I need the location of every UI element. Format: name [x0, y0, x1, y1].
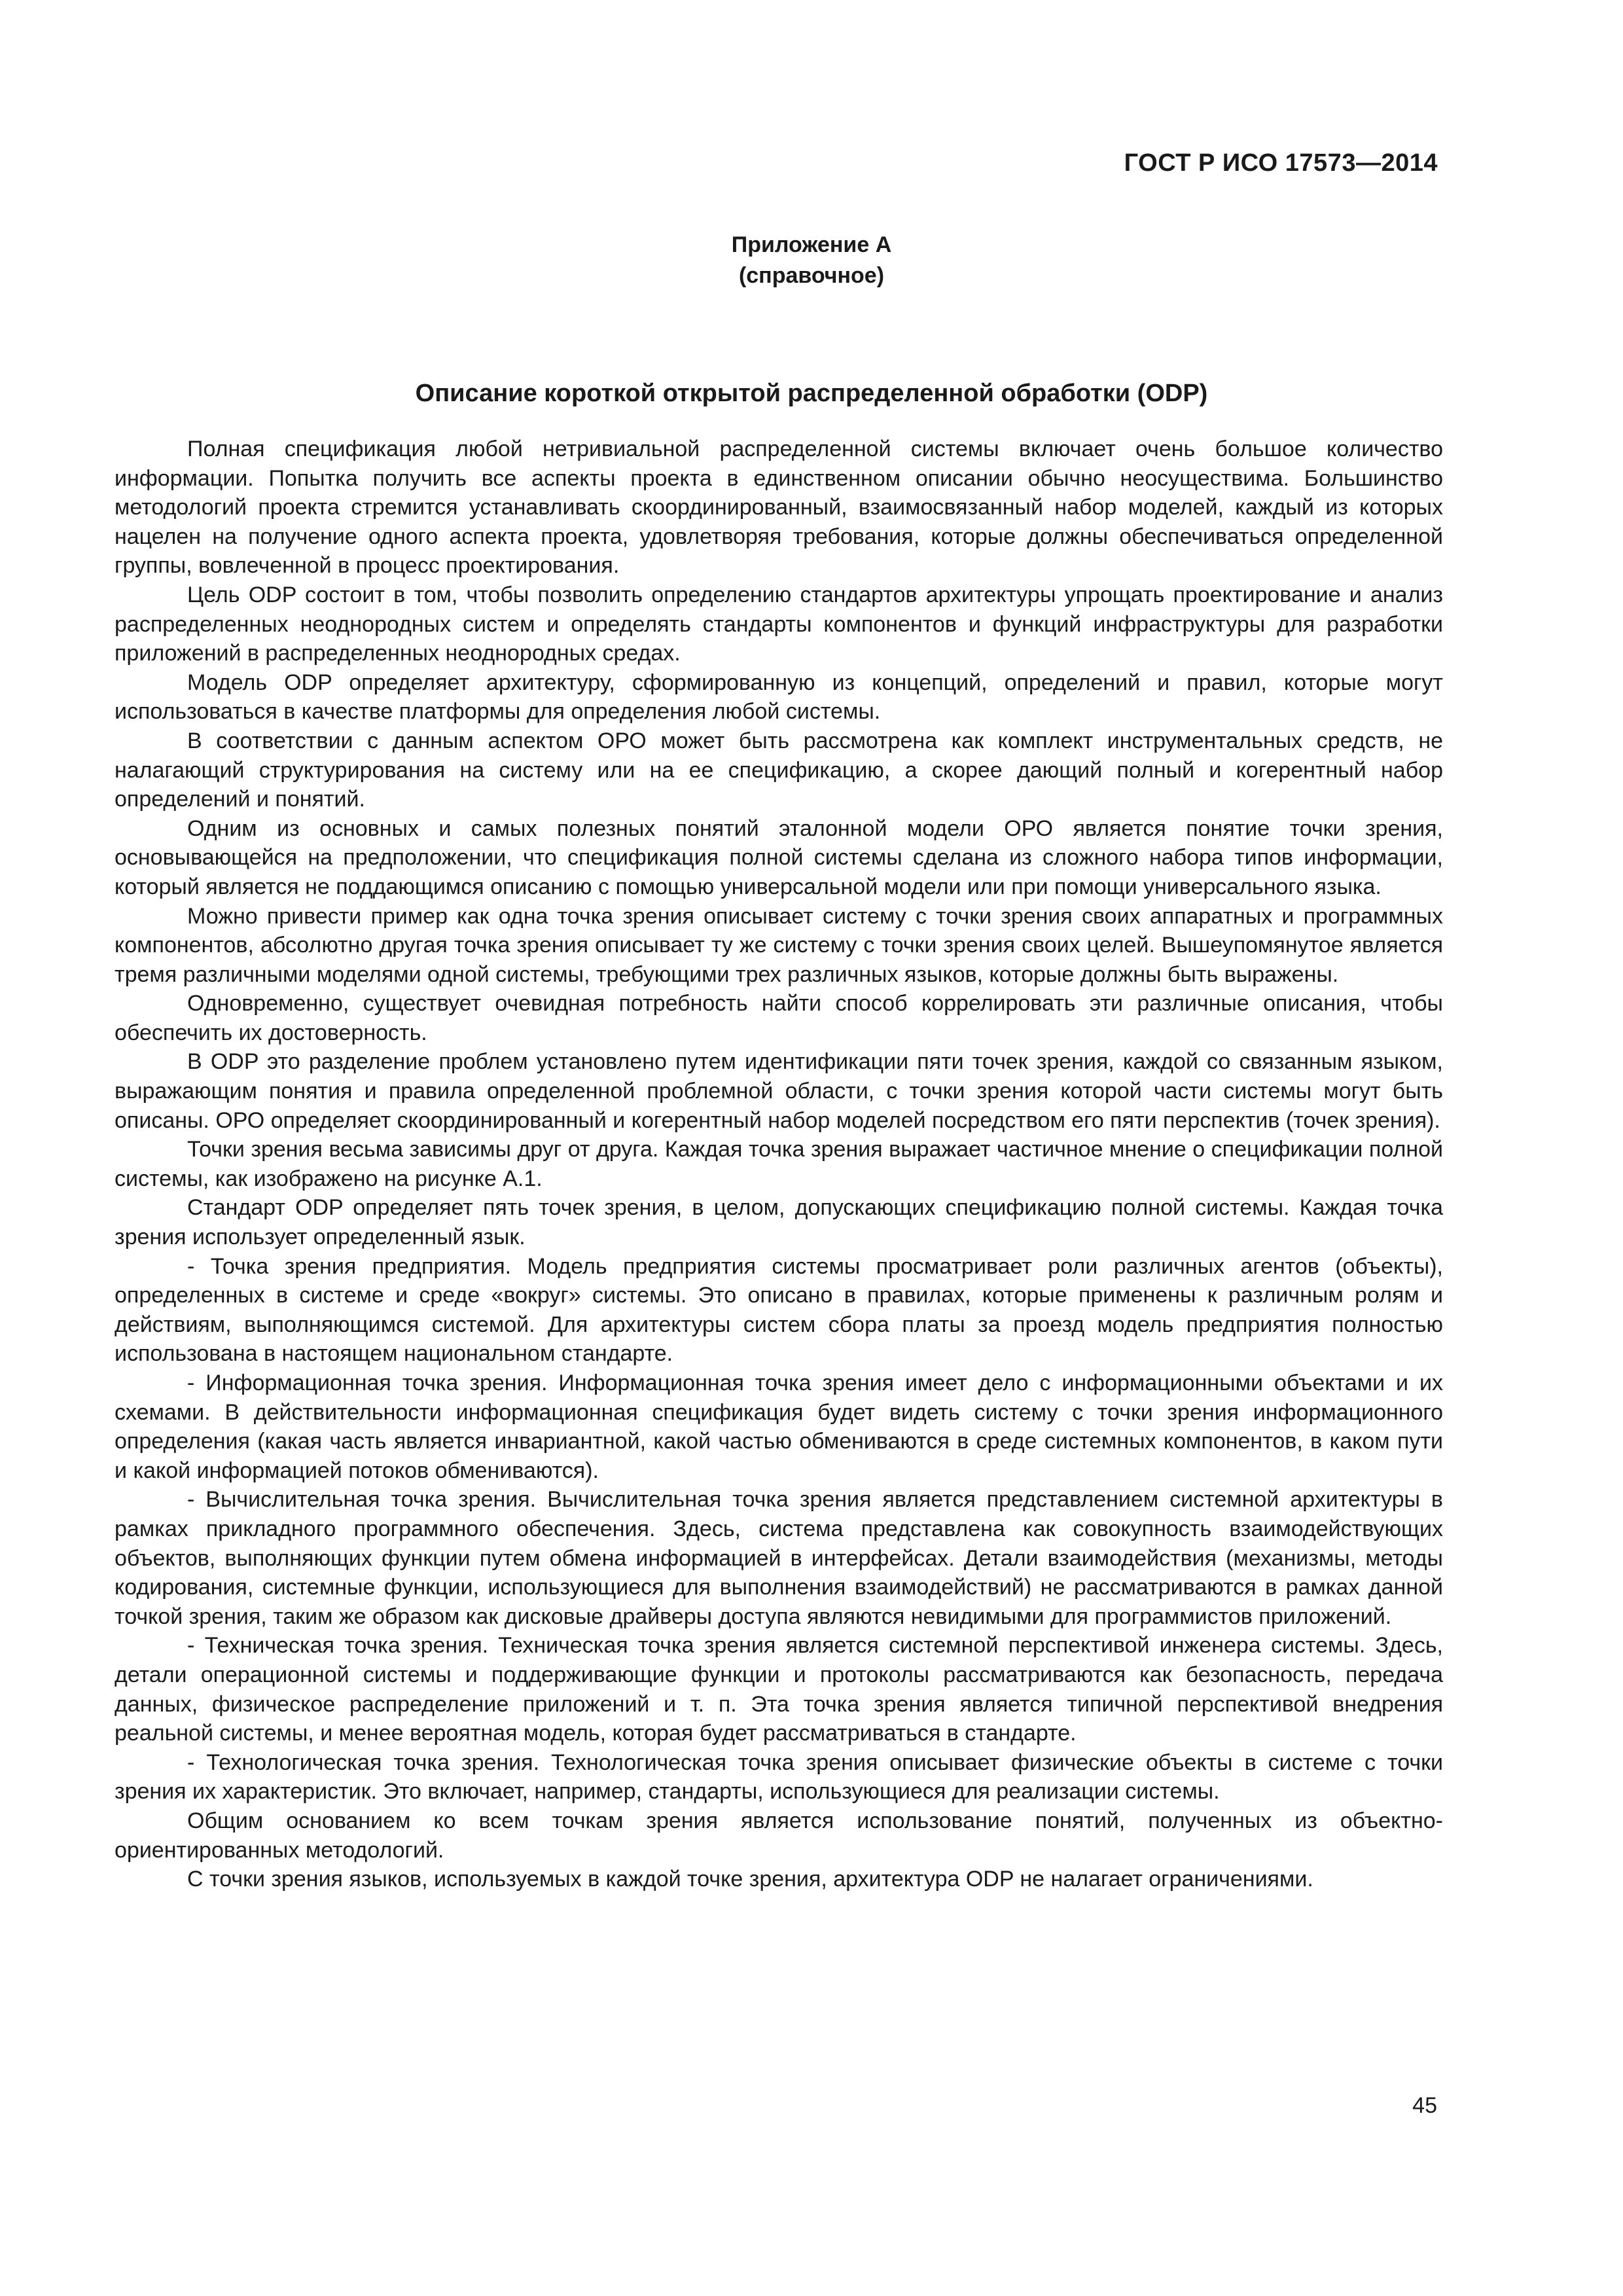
page-number: 45 [1412, 2093, 1437, 2118]
list-item-enterprise-viewpoint: - Точка зрения предприятия. Модель предприятия системы просматривает роли различных агентов (объекты), определенных в системе и среде «вокруг» системы. Это описано в правилах, которые применены к различным ролям и действиям, выполняющимся системой. Для архитектуры систем сбора платы за проезд модель предприятия полностью использована в настоящем национальном стандарте. [115, 1253, 1443, 1367]
paragraph: Одновременно, существует очевидная потребность найти способ коррелировать эти различные описания, чтобы обеспечить их достоверность. [115, 991, 1443, 1045]
paragraph: Цель ODP состоит в том, чтобы позволить определению стандартов архитектуры упрощать проектирование и анализ распределенных неоднородных систем и определять стандарты компонентов и функций инфраструктуры для разработки приложений в распределенных неоднородных средах. [115, 582, 1443, 666]
list-item-engineering-viewpoint: - Техническая точка зрения. Техническая точка зрения является системной перспективой инженера системы. Здесь, детали операционной системы и поддерживающие функции и протоколы рассматриваются как безопасность, передача данных, физическое распределение приложений и т. п. Эта точка зрения является типичной перспективой внедрения реальной системы, и менее вероятная модель, которая будет рассматриваться в стандарте. [115, 1633, 1443, 1746]
section-heading: Описание короткой открытой распределенной обработки (ODP) [415, 380, 1208, 407]
paragraph: С точки зрения языков, используемых в каждой точке зрения, архитектура ODP не налагает ограничениями. [187, 1867, 1313, 1892]
paragraph: Можно привести пример как одна точка зрения описывает систему с точки зрения своих аппаратных и программных компонентов, абсолютно другая точка зрения описывает ту же систему с точки зрения своих целей. Вышеупомянутое является тремя различными моделями одной системы, требующими трех различных языков, которые должны быть выражены. [115, 903, 1443, 987]
document-code: ГОСТ Р ИСО 17573—2014 [1124, 149, 1438, 177]
list-item-technology-viewpoint: - Технологическая точка зрения. Технологическая точка зрения описывает физические объекты в системе с точки зрения их характеристик. Это включает, например, стандарты, использующиеся для реализации системы. [115, 1749, 1443, 1804]
paragraph: В соответствии с данным аспектом ОРО может быть рассмотрена как комплект инструментальных средств, не налагающий структурирования на систему или на ее спецификацию, а скорее дающий полный и когерентный набор определений и понятий. [115, 728, 1443, 812]
paragraph: Одним из основных и самых полезных понятий эталонной модели ОРО является понятие точки зрения, основывающейся на предположении, что спецификация полной системы сделана из сложного набора типов информации, который является не поддающимся описанию с помощью универсальной модели или при помощи универсального языка. [115, 816, 1443, 899]
list-item-computational-viewpoint: - Вычислительная точка зрения. Вычислительная точка зрения является представлением системной архитектуры в рамках прикладного программного обеспечения. Здесь, система представлена как совокупность взаимодействующих объектов, выполняющих функции путем обмена информацией в интерфейсах. Детали взаимодействия (механизмы, методы кодирования, системные функции, использующиеся для выполнения взаимодействий) не рассматриваются в рамках данной точкой зрения, таким же образом как дисковые драйверы доступа являются невидимыми для программистов приложений. [115, 1487, 1443, 1629]
list-item-information-viewpoint: - Информационная точка зрения. Информационная точка зрения имеет дело с информационными объектами и их схемами. В действительности информационная спецификация будет видеть систему с точки зрения информационного определения (какая часть является инвариантной, какой частью обмениваются в среде системных компонентов, в каком пути и какой информацией потоков обмениваются). [115, 1371, 1443, 1483]
paragraph: Стандарт ODP определяет пять точек зрения, в целом, допускающих спецификацию полной системы. Каждая точка зрения использует определенный язык. [115, 1195, 1443, 1250]
paragraph: Точки зрения весьма зависимы друг от друга. Каждая точка зрения выражает частичное мнение о спецификации полной системы, как изображено на рисунке А.1. [115, 1137, 1443, 1191]
paragraph: Модель ODP определяет архитектуру, сформированную из концепций, определений и правил, которые могут использоваться в качестве платформы для определения любой системы. [115, 670, 1443, 725]
annex-title: Приложение А [731, 232, 892, 257]
paragraph: Полная спецификация любой нетривиальной распределенной системы включает очень большое количество информации. Попытка получить все аспекты проекта в единственном описании обычно неосуществима. Большинство методологий проекта стремится устанавливать скоординированный, взаимосвязанный набор моделей, каждый из которых нацелен на получение одного аспекта проекта, удовлетворяя требования, которые должны обеспечиваться определенной группы, вовлеченной в процесс проектирования. [115, 437, 1443, 579]
paragraph: Общим основанием ко всем точкам зрения является использование понятий, полученных из объектно-ориентированных методологий. [115, 1808, 1443, 1863]
annex-subtitle: (справочное) [738, 263, 885, 288]
body-text [115, 435, 1443, 1894]
paragraph: В ODP это разделение проблем установлено путем идентификации пяти точек зрения, каждой со связанным языком, выражающим понятия и правила определенной проблемной области, с точки зрения которой части системы могут быть описаны. ОРО определяет скоординированный и когерентный набор моделей посредством его пяти перспектив (точек зрения). [115, 1049, 1443, 1133]
